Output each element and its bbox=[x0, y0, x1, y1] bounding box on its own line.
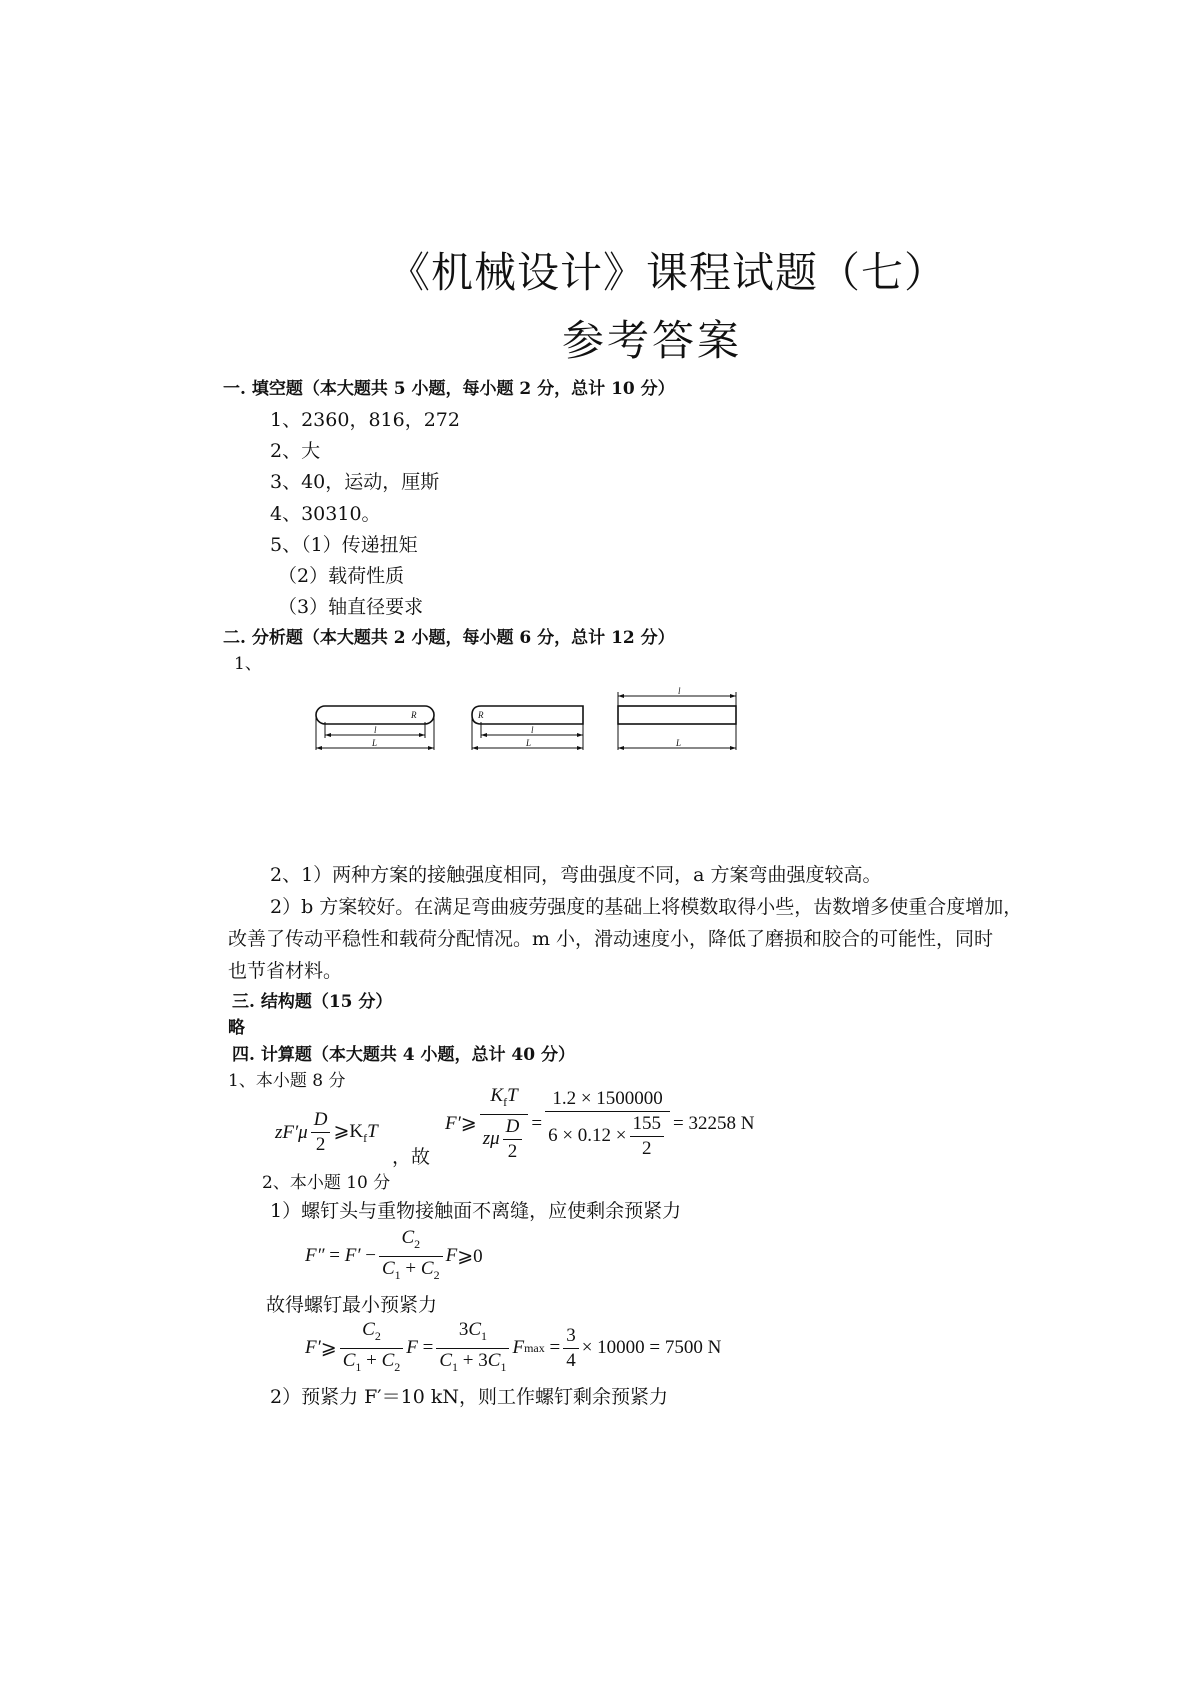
formula-4-1-result: F′ ⩾ $K_fT$ zμ $\frac{D}{2}$ = 1.2 × 1500000 6 × 0.12 × $\frac{155}{2}$ = 32258 N bbox=[445, 1085, 755, 1162]
answer-1-1: 1、2360，816，272 bbox=[270, 409, 460, 431]
answer-4-2-min-preload: 故得螺钉最小预紧力 bbox=[266, 1294, 438, 1316]
answer-1-2: 2、大 bbox=[270, 440, 321, 462]
formula-4-2-residual: F″ = F′ − $\frac{C_2}{C_1 + C_2}$ F ⩾0 bbox=[305, 1227, 483, 1282]
section-heading-analysis: 二. 分析题（本大题共 2 小题，每小题 6 分，总计 12 分） bbox=[223, 628, 675, 648]
answer-2-2-4: 也节省材料。 bbox=[228, 960, 343, 982]
section-heading-fill-in: 一. 填空题（本大题共 5 小题，每小题 2 分，总计 10 分） bbox=[223, 379, 675, 399]
formula-4-2-min-preload: F′ ⩾ $\frac{C_2}{C_1 + C_2}$ F = $\frac{3C_1}{C_1 + 3C_1}$ F max = $\frac{3}{4}$ × 10000 = 7500 N bbox=[305, 1319, 722, 1374]
label-L-a: L bbox=[372, 738, 378, 748]
key-figures bbox=[300, 678, 760, 758]
section-heading-structure: 三. 结构题（15 分） bbox=[232, 992, 393, 1012]
formula-4-1-condition: zF′μ $\frac{D}{2}$ $⩾K_fT$ bbox=[275, 1109, 378, 1155]
answer-2-2-2: 2）b 方案较好。在满足弯曲疲劳强度的基础上将模数取得小些，齿数增多使重合度增加， bbox=[270, 896, 1023, 918]
answer-2-2-3: 改善了传动平稳性和载荷分配情况。m 小，滑动速度小，降低了磨损和胶合的可能性，同时 bbox=[228, 928, 994, 950]
label-L-b: L bbox=[526, 738, 532, 748]
question-4-1-label: 1、本小题 8 分 bbox=[228, 1071, 346, 1091]
answer-4-2-1: 1）螺钉头与重物接触面不离缝，应使剩余预紧力 bbox=[270, 1200, 682, 1222]
label-l-b: l bbox=[531, 725, 534, 735]
label-l-c: l bbox=[678, 686, 681, 696]
formula-4-1-therefore: ，故 bbox=[392, 1146, 431, 1168]
label-R-b: R bbox=[478, 710, 484, 720]
page-subtitle: 参考答案 bbox=[562, 316, 743, 365]
answer-1-5-3: （3）轴直径要求 bbox=[278, 596, 424, 618]
page-title: 《机械设计》课程试题（七） bbox=[388, 248, 948, 297]
label-L-c: L bbox=[676, 738, 682, 748]
question-4-2-label: 2、本小题 10 分 bbox=[262, 1173, 391, 1193]
answer-2-2-1: 2、1）两种方案的接触强度相同，弯曲强度不同，a 方案弯曲强度较高。 bbox=[270, 864, 882, 886]
key-c-body bbox=[618, 706, 736, 724]
label-R-a: R bbox=[411, 710, 417, 720]
structure-answer: 略 bbox=[228, 1018, 245, 1038]
question-2-1-label: 1、 bbox=[234, 654, 262, 674]
answer-4-2-2: 2）预紧力 F′＝10 kN，则工作螺钉剩余预紧力 bbox=[270, 1386, 668, 1408]
answer-1-5-2: （2）载荷性质 bbox=[278, 565, 405, 587]
answer-1-3: 3、40，运动，厘斯 bbox=[270, 471, 440, 493]
answer-1-4: 4、30310。 bbox=[270, 503, 381, 525]
key-b-body bbox=[472, 706, 583, 724]
answer-1-5: 5、（1）传递扭矩 bbox=[270, 534, 418, 556]
section-heading-calculation: 四. 计算题（本大题共 4 小题，总计 40 分） bbox=[232, 1045, 575, 1065]
label-l-a: l bbox=[374, 725, 377, 735]
